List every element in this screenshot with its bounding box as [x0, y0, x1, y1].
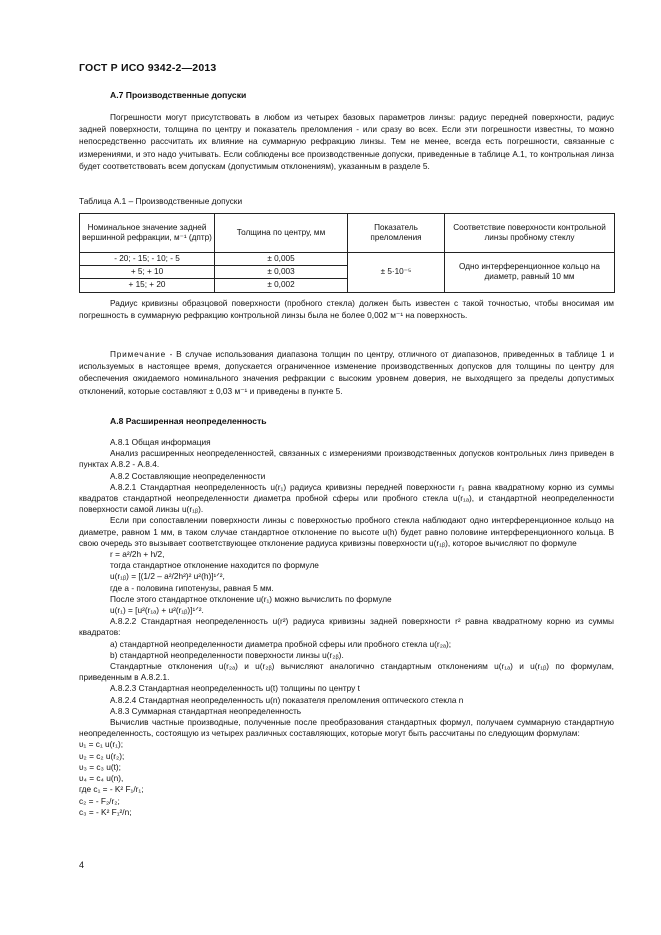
formula: c₂ = - F₂/r₂; [79, 795, 120, 806]
formula: υ₁ = c₁ u(r₁); [79, 739, 124, 750]
formula: где c₁ = - K² F₁/r₁; [79, 784, 144, 795]
table-row [80, 253, 615, 266]
formula: u(r₁ᵦ) = [(1/2 – a²/2h²)² u²(h)]¹ᐟ², [110, 571, 225, 582]
header-refraction: Номинальное значение задней вершинной рефракции, м⁻¹ (дптр) [80, 214, 215, 253]
body-paragraph: А.8.2.2 Стандартная неопределенность u(r²) радиуса кривизны задней поверхности r² равна квадратному корню из суммы квадратов: [79, 616, 614, 638]
formula: c₃ = - K² F₁²/n; [79, 806, 132, 817]
formula: υ₃ = c₃ u(t); [79, 761, 121, 772]
paragraph-a7: Погрешности могут присутствовать в любом из четырех базовых параметров линзы: радиус передней поверхности, радиус задней поверхности, толщина по центру и показатель преломления - или сразу во всех. Если эти погрешности известны, то можно непосредственно рассчитать их влияние на суммарную рефракцию линзы. Тем не менее, всегда есть погрешности, связанные с измерениями, и это надо учитывать. Если соблюдены все производственные допуски, приведенные в таблице А.1, то контрольная линза будет соответствовать всем допускам (допустимым отклонениям), указанным в разделе 5. [79, 112, 614, 171]
formula: u(r₁) = [u²(r₁ₐ) + u²(r₁ᵦ)]¹ᐟ². [110, 605, 204, 616]
cell-range: + 15; + 20 [80, 279, 215, 292]
header-index: Показатель преломления [348, 214, 445, 253]
section-a7-title: А.7 Производственные допуски [110, 90, 247, 100]
cell-index-tol: ± 5·10⁻⁵ [348, 253, 445, 293]
standard-header: ГОСТ Р ИСО 9342-2—2013 [79, 62, 217, 74]
body-line: где a - половина гипотенузы, равная 5 мм. [110, 582, 274, 593]
subsection-title: А.8.2.3 Стандартная неопределенность u(t) толщины по центру t [110, 683, 360, 694]
note-paragraph [79, 348, 614, 397]
header-thickness: Толщина по центру, мм [215, 214, 348, 253]
table-header-row [80, 214, 615, 253]
body-paragraph: Стандартные отклонения u(r₂ₐ) и u(r₂ᵦ) вычисляют аналогично стандартным отклонениям u(r₁ₐ) и u(r₁ᵦ) по формулам, приведенным в А.8.2.1. [79, 661, 614, 683]
list-item: b) стандартной неопределенности поверхности линзы u(r₂ᵦ). [110, 649, 344, 660]
tolerances-table [79, 213, 615, 293]
list-item: a) стандартной неопределенности диаметра пробной сферы или пробного стекла u(r₂ₐ); [110, 638, 452, 649]
subsection-title: А.8.2.4 Стандартная неопределенность u(n) показателя преломления оптического стекла n [110, 694, 464, 705]
cell-range: - 20; - 15; - 10; - 5 [80, 253, 215, 266]
formula: υ₄ = c₄ u(n), [79, 773, 124, 784]
cell-thickness-tol: ± 0,003 [215, 266, 348, 279]
section-a8-title: А.8 Расширенная неопределенность [110, 416, 267, 426]
body-paragraph: Анализ расширенных неопределенностей, связанных с измерениями производственных допусков контрольных линз приведен в пунктах А.8.2 - А.8.4. [79, 448, 614, 470]
header-surface-fit: Соответствие поверхности контрольной линзы пробному стеклу [445, 214, 615, 253]
table-caption: Таблица А.1 – Производственные допуски [79, 196, 243, 206]
body-paragraph: Вычислив частные производные, полученные после преобразования стандартных формул, получаем суммарную стандартную неопределенность, состоящую из четырех различных составляющих, которые могут быть рассчитаны по следующим формулам: [79, 717, 614, 739]
note-text: - В случае использования диапазона толщин по центру, отличного от диапазонов, приведенных в таблице 1 и используемых в настоящее время, допускается ограниченное изменение производственных допусков для толщины по центру для обеспечения ожидаемого номинального значения рефракции с высоким уровнем доверия, не выходящего за пределы допустимых отклонений, которые составляют ± 0,03 м⁻¹ и приведены в пункте 5. [79, 349, 614, 396]
cell-range: + 5; + 10 [80, 266, 215, 279]
cell-thickness-tol: ± 0,005 [215, 253, 348, 266]
note-label: Примечание [110, 349, 167, 359]
formula: r = a²/2h + h/2, [110, 549, 165, 560]
cell-thickness-tol: ± 0,002 [215, 279, 348, 292]
subsection-title: А.8.2 Составляющие неопределенности [110, 470, 266, 481]
section-a8-body [79, 437, 614, 818]
formula: υ₂ = c₂ u(r₂); [79, 750, 125, 761]
page-number: 4 [79, 860, 85, 870]
subsection-title: А.8.3 Суммарная стандартная неопределенность [110, 705, 302, 716]
body-line: тогда стандартное отклонение находится по формуле [110, 560, 319, 571]
paragraph-radius: Радиус кривизны образцовой поверхности (пробного стекла) должен быть известен с такой точностью, чтобы вносимая им погрешность в суммарную рефракцию контрольной линзы была не более 0,002 м⁻¹ на поверхность. [79, 298, 614, 321]
cell-fringe: Одно интерференционное кольцо на диаметр, равный 10 мм [445, 253, 615, 293]
body-line: После этого стандартное отклонение u(r₁) можно вычислить по формуле [110, 593, 392, 604]
subsection-title: А.8.1 Общая информация [110, 437, 211, 447]
body-paragraph: Если при сопоставлении поверхности линзы с поверхностью пробного стекла наблюдают одно интерференционное кольцо на диаметре, равном 1 мм, в таком случае стандартное отклонение по высоте u(h) будет равно половине интерференционного кольца. В свою очередь это вызывает соответствующее отклонение радиуса кривизны поверхности u(r₁ᵦ), которое вычисляют по формуле [79, 515, 614, 548]
body-paragraph: А.8.2.1 Стандартная неопределенность u(r₁) радиуса кривизны передней поверхности r₁ равна квадратному корню из суммы квадратов стандартной неопределенности диаметра пробной сферы или пробного стекла u(r₁ₐ), и стандартной неопределенности поверхности самой линзы u(r₁ᵦ). [79, 481, 614, 515]
